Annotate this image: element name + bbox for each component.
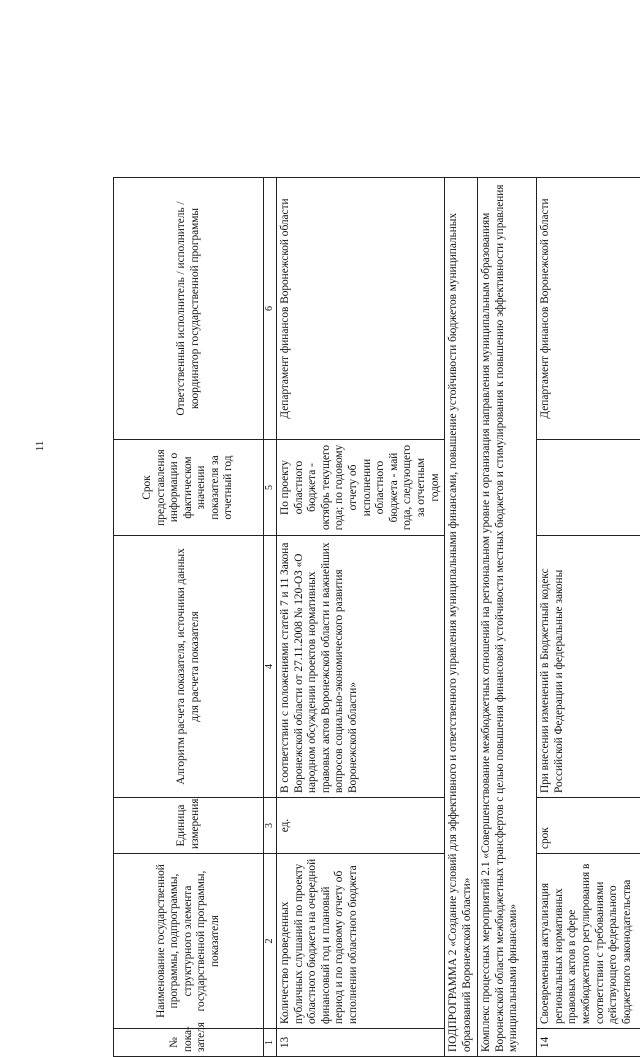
header-deadline: Срок предоставления информации о фактическом значении показателя за отчетный год — [114, 440, 264, 536]
header-number: № пока-зателя — [114, 1029, 264, 1057]
indicator-algorithm: В соответствии с положениями статей 7 и 11 Закона Воронежской области от 27.11.2008 № 120-ОЗ «О народном обсуждении проектов нормативных правовых актов Воронежской области и важнейших вопросов социально-экономического развития Воронежской области» — [277, 536, 445, 798]
header-name: Наименование государственной программы, подпрограммы, структурного элемента государственной программы, показателя — [114, 854, 264, 1029]
table-row — [277, 178, 445, 1057]
row-number: 14 — [537, 1029, 640, 1057]
indicators-table-sheet — [113, 177, 633, 1057]
column-index: 4 — [264, 536, 277, 798]
header-unit: Единица измерения — [114, 798, 264, 854]
indicators-table — [113, 177, 640, 1057]
indicator-executor: Департамент финансов Воронежской области — [537, 178, 640, 440]
indicator-unit: ед. — [277, 798, 445, 854]
complex-measures-row — [478, 178, 537, 1057]
subprogram-row — [445, 178, 478, 1057]
indicator-unit: срок — [537, 798, 640, 854]
table-header-row — [114, 178, 264, 1057]
column-index: 1 — [264, 1029, 277, 1057]
column-index: 3 — [264, 798, 277, 854]
table-row — [537, 178, 640, 1057]
page-number: 11 — [34, 440, 46, 452]
indicator-deadline — [537, 440, 640, 536]
row-number: 13 — [277, 1029, 445, 1057]
column-index: 2 — [264, 854, 277, 1029]
column-index: 5 — [264, 440, 277, 536]
complex-measures-title: Комплекс процессных мероприятий 2.1 «Совершенствование межбюджетных отношений на региональном уровне и организация направления муниципальным образованиям Воронежской области межбюджетных трансфертов с целью повышения финансовой устойчивости местных бюджетов и стимулирования к повышению эффективности управления муниципальными финансами» — [478, 178, 537, 1057]
subprogram-title: ПОДПРОГРАММА 2 «Создание условий для эффективного и ответственного управления муниципальными финансами, повышение устойчивости бюджетов муниципальных образований Воронежской области» — [445, 178, 478, 1057]
indicator-deadline: По проекту областного бюджета - октябрь текущего года; по годовому отчету об исполнении областного бюджета - май года, следующего за отчетным годом — [277, 440, 445, 536]
indicator-name: Количество проведенных публичных слушаний по проекту областного бюджета на очередной финансовый год и плановый период и по годовому отчету об исполнении областного бюджета — [277, 854, 445, 1029]
indicator-name: Своевременная актуализация региональных нормативных правовых актов в сфере межбюджетного регулирования в соответствии с требованиями действующего федерального бюджетного законодательства — [537, 854, 640, 1029]
column-index-row — [264, 178, 277, 1057]
header-executor: Ответственный исполнитель / исполнитель / координатор государственной программы — [114, 178, 264, 440]
indicator-algorithm: При внесении изменений в Бюджетный кодекс Российской Федерации и федеральные законы — [537, 536, 640, 798]
header-algorithm: Алгоритм расчета показателя, источники данных для расчета показателя — [114, 536, 264, 798]
indicator-executor: Департамент финансов Воронежской области — [277, 178, 445, 440]
column-index: 6 — [264, 178, 277, 440]
